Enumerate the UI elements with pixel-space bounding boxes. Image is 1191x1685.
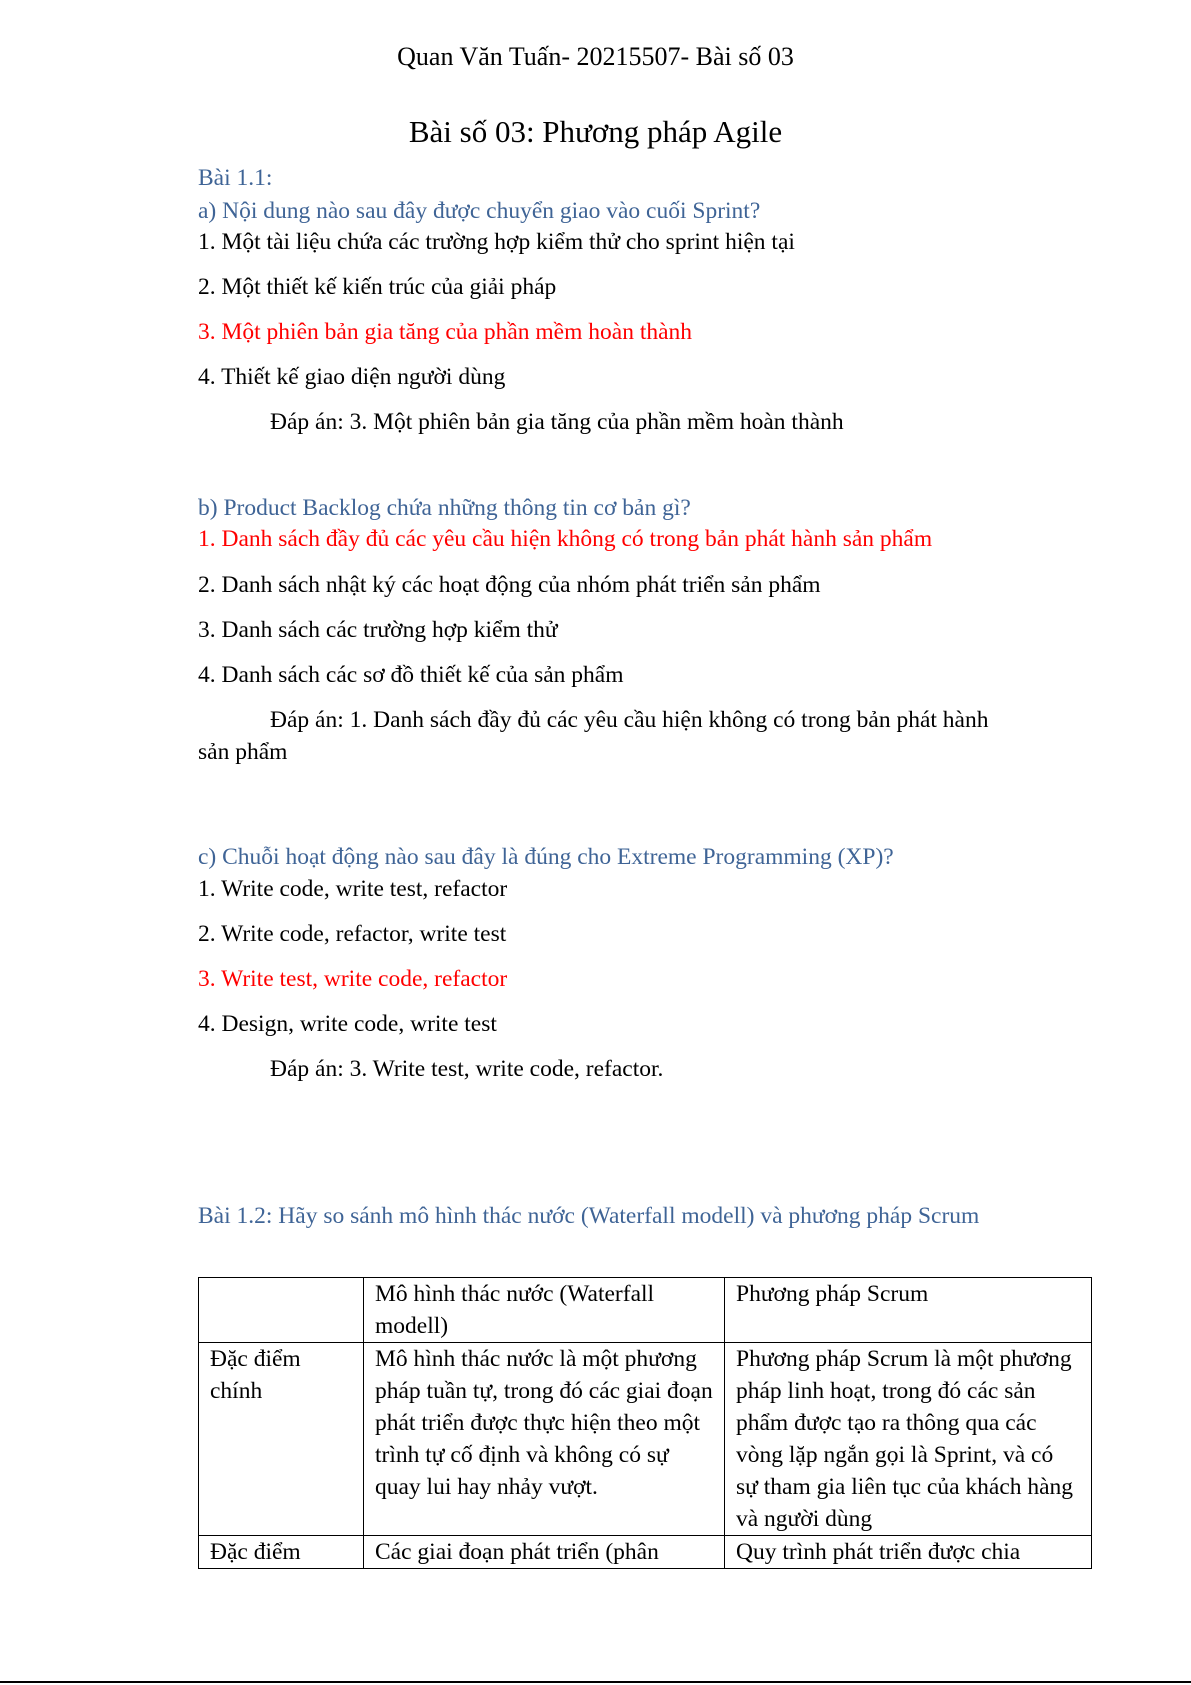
table-row-label: Đặc điểm chính bbox=[199, 1343, 364, 1536]
table-cell-waterfall: Các giai đoạn phát triển (phân bbox=[364, 1536, 725, 1569]
table-cell-scrum: Phương pháp Scrum là một phương pháp linh hoạt, trong đó các sản phẩm được tạo ra thông qua các vòng lặp ngắn gọi là Sprint, và có sự tham gia liên tục của khách hàng và người dùng bbox=[725, 1343, 1092, 1536]
question-b-option-4: 4. Danh sách các sơ đồ thiết kế của sản phẩm bbox=[198, 662, 624, 688]
question-b-answer-line-1: Đáp án: 1. Danh sách đầy đủ các yêu cầu hiện không có trong bản phát hành bbox=[270, 707, 989, 733]
question-b-option-1-correct: 1. Danh sách đầy đủ các yêu cầu hiện không có trong bản phát hành sản phẩm bbox=[198, 526, 933, 552]
table-cell-waterfall: Mô hình thác nước là một phương pháp tuần tự, trong đó các giai đoạn phát triển được thực hiện theo một trình tự cố định và không có sự quay lui hay nhảy vượt. bbox=[364, 1343, 725, 1536]
question-b: b) Product Backlog chứa những thông tin cơ bản gì? bbox=[198, 495, 691, 521]
table-header-waterfall: Mô hình thác nước (Waterfall modell) bbox=[364, 1278, 725, 1343]
section-heading-bai-1-2: Bài 1.2: Hãy so sánh mô hình thác nước (Waterfall modell) và phương pháp Scrum bbox=[198, 1203, 980, 1229]
table-cell bbox=[199, 1278, 364, 1343]
question-a-option-4: 4. Thiết kế giao diện người dùng bbox=[198, 364, 506, 390]
question-a-answer: Đáp án: 3. Một phiên bản gia tăng của phần mềm hoàn thành bbox=[270, 409, 844, 435]
question-b-option-2: 2. Danh sách nhật ký các hoạt động của nhóm phát triển sản phẩm bbox=[198, 572, 821, 598]
section-heading-bai-1-1: Bài 1.1: bbox=[198, 165, 273, 191]
question-c: c) Chuỗi hoạt động nào sau đây là đúng cho Extreme Programming (XP)? bbox=[198, 844, 894, 870]
table-header-row bbox=[199, 1278, 1092, 1343]
page-title: Bài số 03: Phương pháp Agile bbox=[408, 114, 783, 149]
question-c-answer: Đáp án: 3. Write test, write code, refactor. bbox=[270, 1056, 664, 1082]
table-row bbox=[199, 1536, 1092, 1569]
table-cell-scrum: Quy trình phát triển được chia bbox=[725, 1536, 1092, 1569]
table-row bbox=[199, 1343, 1092, 1536]
question-c-option-1: 1. Write code, write test, refactor bbox=[198, 876, 508, 902]
page-header: Quan Văn Tuấn- 20215507- Bài số 03 bbox=[397, 42, 794, 71]
question-b-answer-line-2: sản phẩm bbox=[198, 739, 288, 765]
page-bottom-rule bbox=[0, 1681, 1191, 1683]
question-a-option-1: 1. Một tài liệu chứa các trường hợp kiểm thử cho sprint hiện tại bbox=[198, 229, 795, 255]
question-a: a) Nội dung nào sau đây được chuyển giao vào cuối Sprint? bbox=[198, 198, 761, 224]
question-c-option-3-correct: 3. Write test, write code, refactor bbox=[198, 966, 508, 992]
question-b-option-3: 3. Danh sách các trường hợp kiểm thử bbox=[198, 617, 558, 643]
question-c-option-4: 4. Design, write code, write test bbox=[198, 1011, 497, 1037]
comparison-table bbox=[198, 1277, 1092, 1569]
question-a-option-2: 2. Một thiết kế kiến trúc của giải pháp bbox=[198, 274, 557, 300]
question-a-option-3-correct: 3. Một phiên bản gia tăng của phần mềm hoàn thành bbox=[198, 319, 693, 345]
table-row-label: Đặc điểm bbox=[199, 1536, 364, 1569]
table-header-scrum: Phương pháp Scrum bbox=[725, 1278, 1092, 1343]
question-c-option-2: 2. Write code, refactor, write test bbox=[198, 921, 507, 947]
